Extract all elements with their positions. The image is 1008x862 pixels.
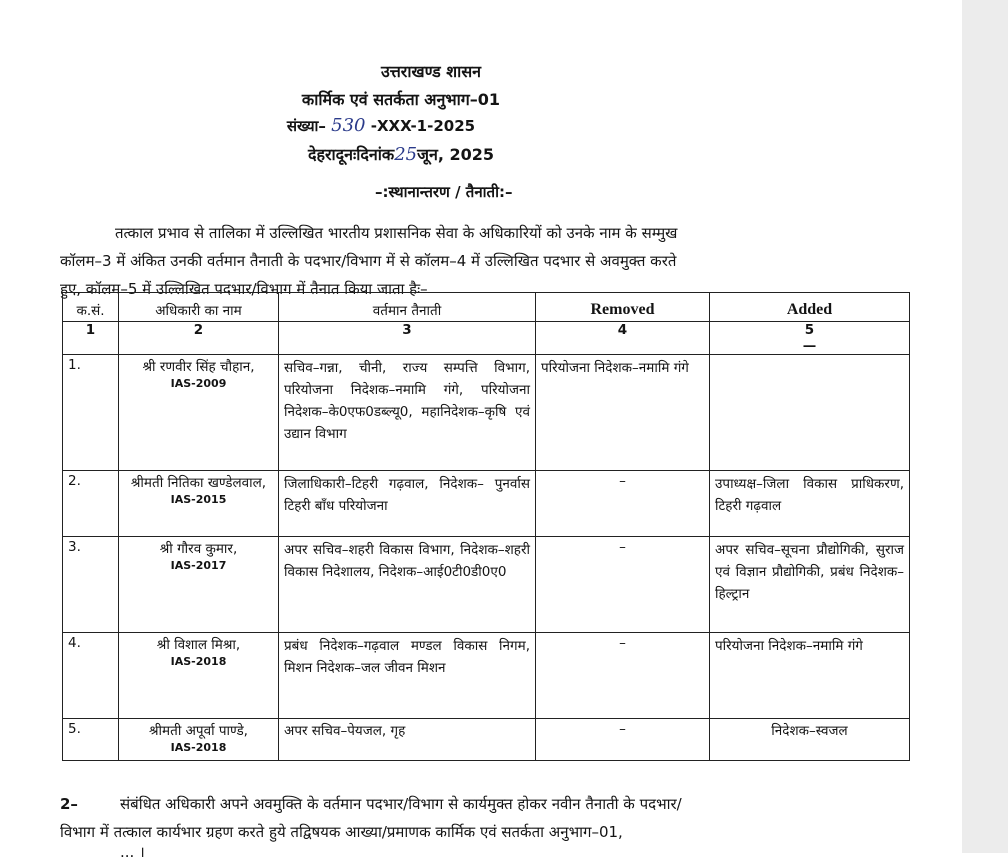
row-added: निदेशक–स्वजल bbox=[710, 719, 910, 761]
subject-line: –:स्थानान्तरण / तैनाती:– bbox=[375, 183, 513, 201]
table-row bbox=[63, 537, 910, 633]
header-removed: Removed bbox=[536, 293, 710, 322]
row-current-posting: अपर सचिव–पेयजल, गृह bbox=[279, 719, 536, 761]
row-added: अपर सचिव–सूचना प्रौद्योगिकी, सुराज एवं विज्ञान प्रौद्योगिकी, प्रबंध निदेशक–हिल्ट्रान bbox=[710, 537, 910, 633]
row-added: परियोजना निदेशक–नमामि गंगे bbox=[710, 633, 910, 719]
column-number: 1 bbox=[63, 322, 119, 355]
order-date bbox=[0, 143, 882, 165]
row-current-posting: प्रबंध निदेशक–गढ़वाल मण्डल विकास निगम, मिशन निदेशक–जल जीवन मिशन bbox=[279, 633, 536, 719]
header-officer-name: अधिकारी का नाम bbox=[119, 293, 279, 322]
government-title: उत्तराखण्ड शासन bbox=[380, 62, 482, 81]
order-number bbox=[0, 115, 862, 136]
paragraph-2 bbox=[60, 790, 910, 846]
row-serial: 1. bbox=[63, 355, 119, 471]
handwritten-date: 25 bbox=[394, 144, 418, 165]
paragraph-2-cutoff: ... । bbox=[120, 843, 145, 861]
order-date-prefix: देहरादूनःदिनांक bbox=[307, 145, 395, 164]
order-number-prefix: संख्या– bbox=[286, 117, 326, 135]
table-row bbox=[63, 355, 910, 471]
row-removed: – bbox=[536, 537, 710, 633]
row-added: उपाध्यक्ष–जिला विकास प्राधिकरण, टिहरी गढ़वाल bbox=[710, 471, 910, 537]
row-serial: 2. bbox=[63, 471, 119, 537]
table-row bbox=[63, 633, 910, 719]
column-number: 4 bbox=[536, 322, 710, 355]
row-current-posting: अपर सचिव–शहरी विकास विभाग, निदेशक–शहरी विकास निदेशालय, निदेशक–आई0टी0डी0ए0 bbox=[279, 537, 536, 633]
intro-line: हुए, कॉलम–5 में उल्लिखित पदभार/विभाग में तैनात किया जाता हैः– bbox=[60, 280, 428, 298]
viewer-side-margin bbox=[962, 0, 1008, 853]
row-current-posting: जिलाधिकारी–टिहरी गढ़वाल, निदेशक– पुनर्वास टिहरी बाँध परियोजना bbox=[279, 471, 536, 537]
paragraph-number: 2– bbox=[60, 795, 78, 813]
column-number-row bbox=[63, 322, 910, 355]
row-serial: 4. bbox=[63, 633, 119, 719]
row-serial: 5. bbox=[63, 719, 119, 761]
header-serial: क.सं. bbox=[63, 293, 119, 322]
row-officer: श्रीमती अपूर्वा पाण्डे, IAS-2018 bbox=[119, 719, 279, 761]
row-removed: – bbox=[536, 719, 710, 761]
table-row bbox=[63, 719, 910, 761]
row-removed: परियोजना निदेशक–नमामि गंगे bbox=[536, 355, 710, 471]
row-current-posting: सचिव–गन्ना, चीनी, राज्य सम्पत्ति विभाग, परियोजना निदेशक–नमामि गंगे, परियोजना निदेशक–के0एफ0डब्ल्यू0, महानिदेशक–कृषि एवं उद्यान विभाग bbox=[279, 355, 536, 471]
row-serial: 3. bbox=[63, 537, 119, 633]
row-officer: श्री गौरव कुमार, IAS-2017 bbox=[119, 537, 279, 633]
paragraph-2-line: विभाग में तत्काल कार्यभार ग्रहण करते हुये तद्विषयक आख्या/प्रमाणक कार्मिक एवं सतर्कता अनुभाग–01, bbox=[60, 823, 623, 841]
intro-line: कॉलम–3 में अंकित उनकी वर्तमान तैनाती के पदभार/विभाग में से कॉलम–4 में उल्लिखित पदभार से अवमुक्त करते bbox=[60, 252, 677, 270]
column-number: 3 bbox=[279, 322, 536, 355]
row-officer: श्रीमती नितिका खण्डेलवाल, IAS-2015 bbox=[119, 471, 279, 537]
paragraph-2-line: 2– संबंधित अधिकारी अपने अवमुक्ति के वर्तमान पदभार/विभाग से कार्यमुक्त होकर नवीन तैनाती के पदभार/ bbox=[60, 790, 910, 818]
column-number: 5 — bbox=[710, 322, 910, 355]
row-removed: – bbox=[536, 633, 710, 719]
row-officer: श्री विशाल मिश्रा, IAS-2018 bbox=[119, 633, 279, 719]
header-added: Added bbox=[710, 293, 910, 322]
department-title: कार्मिक एवं सतर्कता अनुभाग–01 bbox=[301, 90, 501, 109]
row-added bbox=[710, 355, 910, 471]
order-date-suffix: जून, 2025 bbox=[417, 145, 495, 164]
intro-line: तत्काल प्रभाव से तालिका में उल्लिखित भारतीय प्रशासनिक सेवा के अधिकारियों को उनके नाम के सम्मुख bbox=[115, 224, 678, 242]
table-header-row bbox=[63, 293, 910, 322]
row-officer: श्री रणवीर सिंह चौहान, IAS-2009 bbox=[119, 355, 279, 471]
order-number-suffix: -XXX-1-2025 bbox=[370, 117, 476, 135]
table-row bbox=[63, 471, 910, 537]
transfer-table bbox=[62, 292, 910, 761]
row-removed: – bbox=[536, 471, 710, 537]
header-current-posting: वर्तमान तैनाती bbox=[279, 293, 536, 322]
column-number: 2 bbox=[119, 322, 279, 355]
handwritten-number: 530 bbox=[331, 115, 366, 136]
column5-dash: — bbox=[802, 338, 817, 354]
